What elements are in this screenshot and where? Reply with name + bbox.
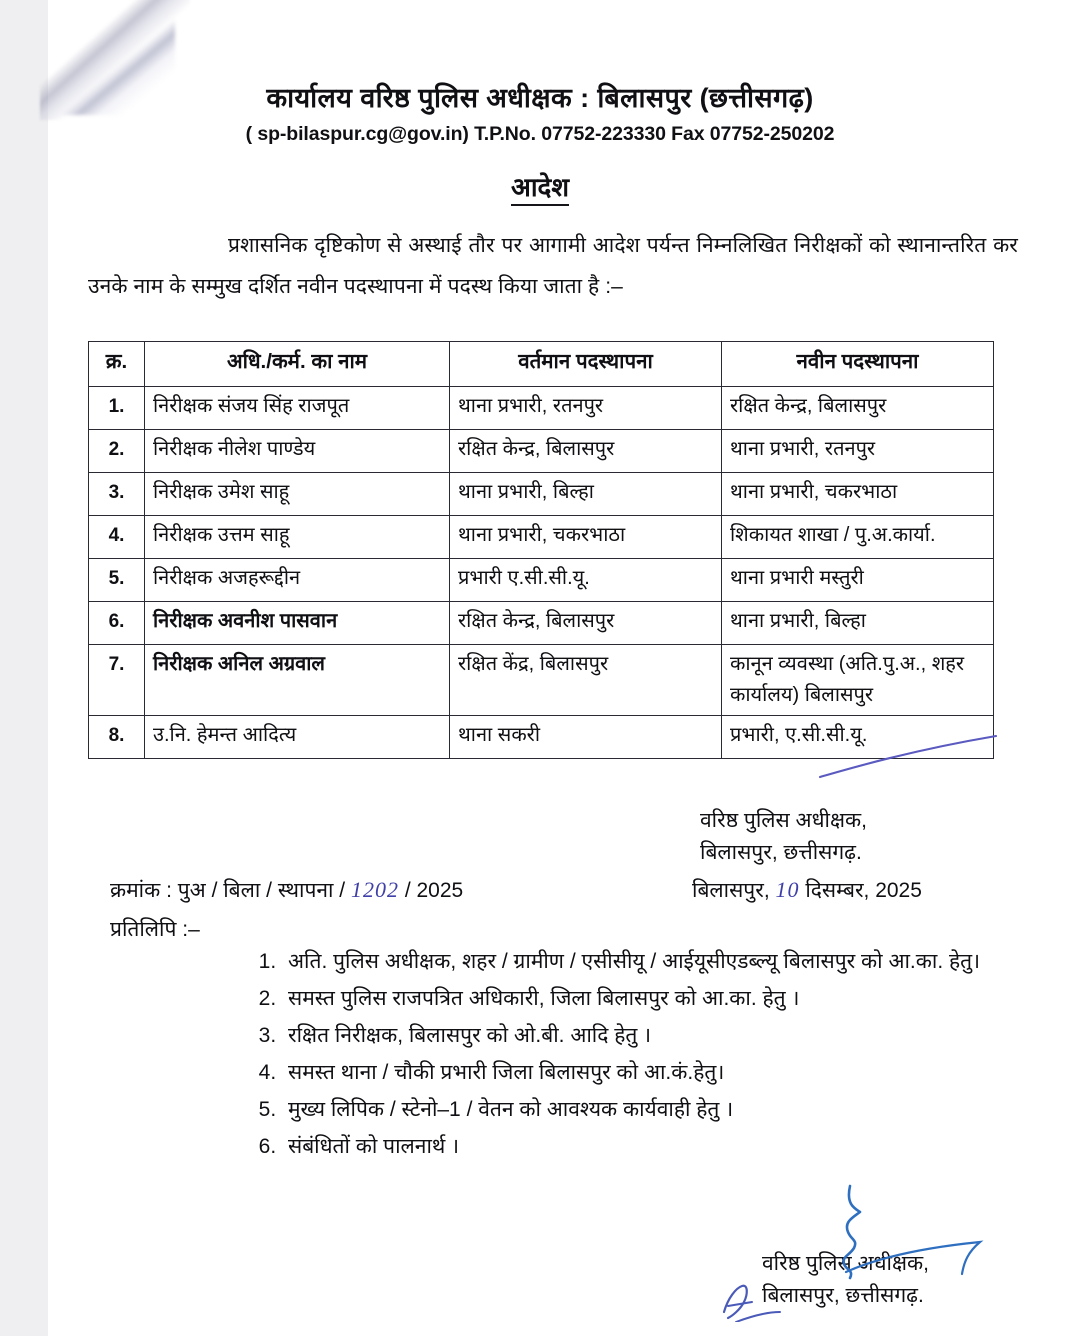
list-item: 5. मुख्य लिपिक / स्टेनो–1 / वेतन को आवश्यक कार्यवाही हेतु । [282,1092,1030,1127]
table-row [89,559,994,602]
cell-new: थाना प्रभारी, बिल्हा [722,602,994,645]
copy-to-label: प्रतिलिपि :– [110,918,200,941]
cell-current: थाना सकरी [450,716,722,759]
cell-current: रक्षित केन्द्र, बिलासपुर [450,602,722,645]
cell-serial: 5. [89,559,145,602]
cell-name: निरीक्षक संजय सिंह राजपूत [145,387,450,430]
cell-name: उ.नि. हेमन्त आदित्य [145,716,450,759]
issue-month-year: दिसम्बर, 2025 [805,879,922,902]
cell-name: निरीक्षक नीलेश पाण्डेय [145,430,450,473]
signature-block-top [700,805,1020,869]
office-contact-line: ( sp-bilaspur.cg@gov.in) T.P.No. 07752-223330 Fax 07752-250202 [245,122,835,145]
cell-serial: 3. [89,473,145,516]
list-item: 1. अति. पुलिस अधीक्षक, शहर / ग्रामीण / एसीसीयू / आईयूसीएडब्ल्यू बिलासपुर को आ.का. हेतु। [282,944,1030,979]
signatory-designation-bottom: वरिष्ठ पुलिस अधीक्षक, [762,1252,929,1275]
cell-new: प्रभारी, ए.सी.सी.यू. [722,716,994,759]
cell-new: थाना प्रभारी, रतनपुर [722,430,994,473]
table-row [89,716,994,759]
cell-current: थाना प्रभारी, चकरभाठा [450,516,722,559]
cell-serial: 6. [89,602,145,645]
transfer-table [88,341,994,759]
reference-prefix: क्रमांक : पुअ / बिला / स्थापना / [110,879,346,902]
reference-number-line [110,876,463,904]
cell-current: थाना प्रभारी, बिल्हा [450,473,722,516]
distribution-list [250,944,1030,1166]
list-item: 4. समस्त थाना / चौकी प्रभारी जिला बिलासपुर को आ.कं.हेतु। [282,1055,1030,1090]
issue-place: बिलासपुर, [692,879,770,902]
preamble-paragraph: प्रशासनिक दृष्टिकोण से अस्थाई तौर पर आगामी आदेश पर्यन्त निम्नलिखित निरीक्षकों को स्थानान्तरित कर उनके नाम के सम्मुख दर्शित नवीन पदस्थापना में पदस्थ किया जाता है :– [88,234,1018,298]
cell-name: निरीक्षक उत्तम साहू [145,516,450,559]
place-and-date-line [692,876,922,904]
cell-serial: 2. [89,430,145,473]
reference-suffix: / 2025 [404,879,464,902]
cell-new: रक्षित केन्द्र, बिलासपुर [722,387,994,430]
table-row [89,516,994,559]
signatory-location-top: बिलासपुर, छत्तीसगढ़. [700,841,862,864]
cell-new: थाना प्रभारी मस्तुरी [722,559,994,602]
cell-current: रक्षित केन्द्र, बिलासपुर [450,430,722,473]
column-header-current: वर्तमान पदस्थापना [450,342,722,387]
list-item: 2. समस्त पुलिस राजपत्रित अधिकारी, जिला बिलासपुर को आ.का. हेतु । [282,981,1030,1016]
cell-current: प्रभारी ए.सी.सी.यू. [450,559,722,602]
cell-new: थाना प्रभारी, चकरभाठा [722,473,994,516]
cell-new: शिकायत शाखा / पु.अ.कार्या. [722,516,994,559]
column-header-new: नवीन पदस्थापना [722,342,994,387]
cell-name: निरीक्षक उमेश साहू [145,473,450,516]
cell-current: थाना प्रभारी, रतनपुर [450,387,722,430]
cell-name: निरीक्षक अवनीश पासवान [145,602,450,645]
order-heading [0,168,1080,204]
signatory-location-bottom: बिलासपुर, छत्तीसगढ़. [762,1284,924,1307]
table-header-row [89,342,994,387]
signature-block-bottom [762,1248,1062,1312]
cell-current: रक्षित केंद्र, बिलासपुर [450,645,722,716]
cell-name: निरीक्षक अजहरूद्दीन [145,559,450,602]
reference-handwritten-number: 1202 [350,877,399,902]
cell-serial: 7. [89,645,145,716]
cell-serial: 1. [89,387,145,430]
cell-new: कानून व्यवस्था (अति.पु.अ., शहर कार्यालय) बिलासपुर [722,645,994,716]
signatory-designation-top: वरिष्ठ पुलिस अधीक्षक, [700,809,867,832]
table-row [89,645,994,716]
order-heading-text: आदेश [511,172,569,206]
table-row [89,387,994,430]
column-header-serial: क्र. [89,342,145,387]
cell-serial: 4. [89,516,145,559]
list-item: 3. रक्षित निरीक्षक, बिलासपुर को ओ.बी. आदि हेतु । [282,1018,1030,1053]
table-row [89,602,994,645]
cell-name: निरीक्षक अनिल अग्रवाल [145,645,450,716]
column-header-name: अधि./कर्म. का नाम [145,342,450,387]
cell-serial: 8. [89,716,145,759]
issue-day-handwritten: 10 [775,877,800,902]
letterhead [0,82,1080,146]
table-row [89,430,994,473]
office-title: कार्यालय वरिष्ठ पुलिस अधीक्षक : बिलासपुर (छत्तीसगढ़) [266,83,814,113]
table-row [89,473,994,516]
transfer-table-container [88,341,993,759]
list-item: 6. संबंधितों को पालनार्थ । [282,1129,1030,1164]
